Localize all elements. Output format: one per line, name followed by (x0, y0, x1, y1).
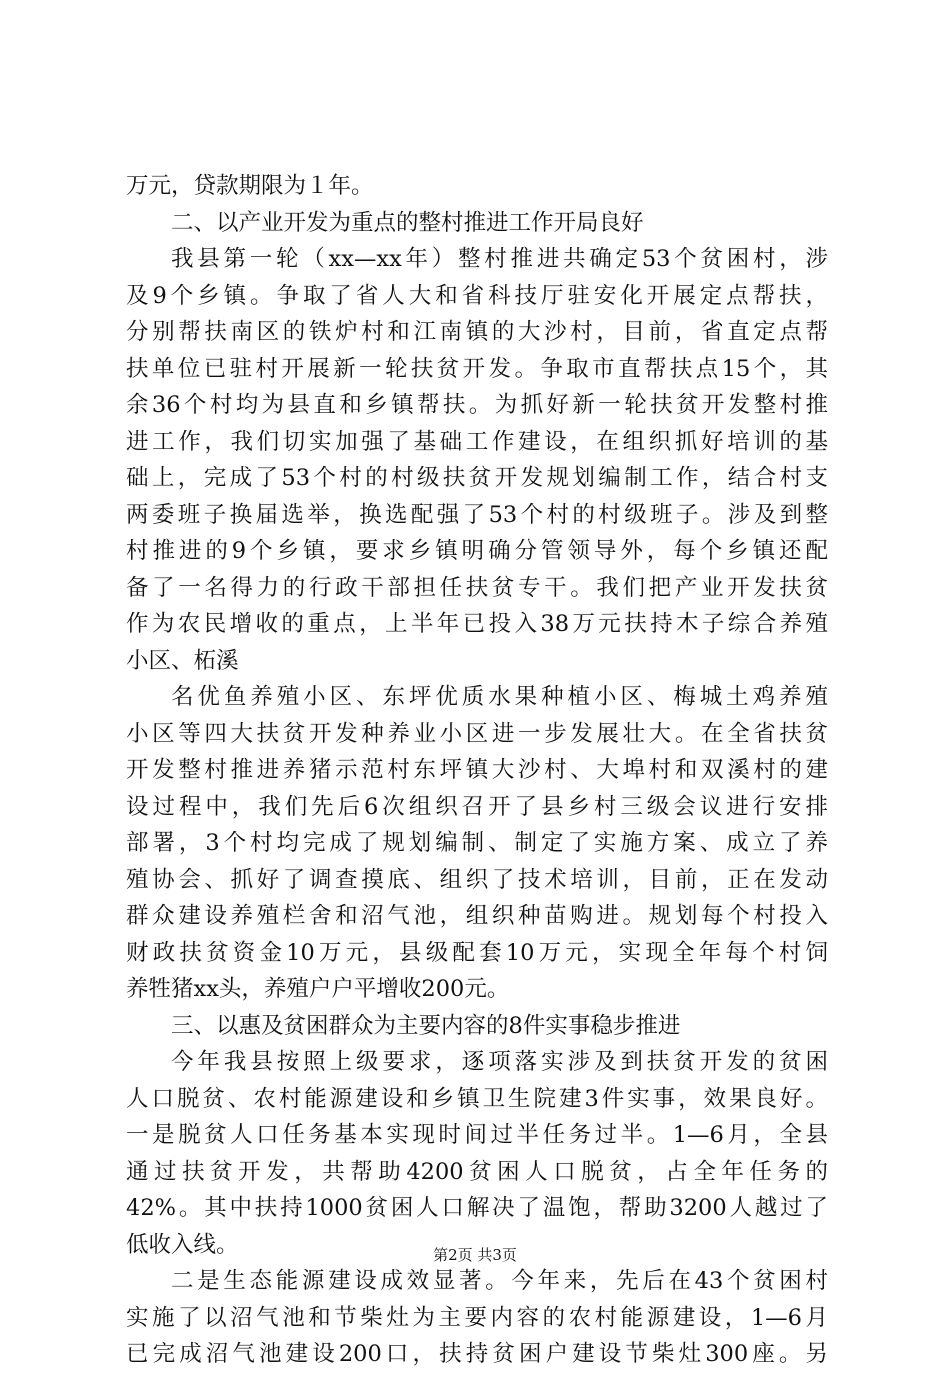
section-heading: 二、以产业开发为重点的整村推进工作开局良好 (171, 209, 644, 236)
text-line: 开发整村推进养猪示范村东坪镇大沙村、大埠村和双溪村的建 (126, 757, 828, 783)
text-line: 养牲猪xx头，养殖户户平增收200元。 (126, 976, 510, 1002)
text-line: 我县第一轮（xx—xx年）整村推进共确定53个贫困村，涉 (171, 246, 828, 272)
text-line: 今年我县按照上级要求，逐项落实涉及到扶贫开发的贫困 (171, 1049, 828, 1075)
text-line: 进工作，我们切实加强了基础工作建设，在组织抓好培训的基 (126, 428, 828, 455)
text-line: 设过程中，我们先后6次组织召开了县乡村三级会议进行安排 (126, 793, 828, 820)
text-line: 两委班子换届选举，换选配强了53个村的村级班子。涉及到整 (126, 501, 828, 528)
document-body (126, 168, 828, 1373)
text-line: 础上，完成了53个村的村级扶贫开发规划编制工作，结合村支 (126, 465, 828, 491)
text-line: 人口脱贫、农村能源建设和乡镇卫生院建3件实事，效果良好。 (126, 1085, 828, 1112)
text-line: 财政扶贫资金10万元，县级配套10万元，实现全年每个村饲 (126, 939, 828, 966)
text-line: 二是生态能源建设成效显著。今年来，先后在43个贫困村 (171, 1268, 828, 1294)
text-line: 42%。其中扶持1000贫困人口解决了温饱，帮助3200人越过了 (126, 1195, 828, 1221)
text-line: 村推进的9个乡镇，要求乡镇明确分管领导外，每个乡镇还配 (126, 538, 828, 564)
text-line: 低收入线。 (126, 1231, 239, 1258)
text-line: 分别帮扶南区的铁炉村和江南镇的大沙村，目前，省直定点帮 (126, 319, 828, 345)
text-line: 作为农民增收的重点，上半年已投入38万元扶持木子综合养殖 (126, 611, 828, 637)
page-number: 第2页 共3页 (433, 1246, 517, 1264)
text-line: 扶单位已驻村开展新一轮扶贫开发。争取市直帮扶点15个，其 (126, 355, 828, 382)
text-line: 及9个乡镇。争取了省人大和省科技厅驻安化开展定点帮扶， (126, 282, 828, 309)
text-line: 备了一名得力的行政干部担任扶贫专干。我们把产业开发扶贫 (126, 574, 828, 601)
section-heading: 三、以惠及贫困群众为主要内容的8件实事稳步推进 (171, 1012, 681, 1039)
text-line: 小区等四大扶贫开发种养业小区进一步发展壮大。在全省扶贫 (126, 720, 828, 747)
text-line: 一是脱贫人口任务基本实现时间过半任务过半。1—6月，全县 (126, 1122, 828, 1148)
text-line: 小区、柘溪 (126, 647, 239, 674)
text-line: 已完成沼气池建设200口，扶持贫困户建设节柴灶300座。另 (126, 1341, 828, 1367)
text-line: 群众建设养殖栏舍和沼气池，组织种苗购进。规划每个村投入 (126, 903, 828, 929)
text-line: 余36个村均为县直和乡镇帮扶。为抓好新一轮扶贫开发整村推 (126, 392, 828, 418)
text-line: 通过扶贫开发，共帮助4200贫困人口脱贫，占全年任务的 (126, 1158, 828, 1185)
text-line: 部署，3个村均完成了规划编制、制定了实施方案、成立了养 (126, 830, 828, 856)
text-line: 名优鱼养殖小区、东坪优质水果种植小区、梅城土鸡养殖 (171, 684, 828, 710)
text-line: 万元，贷款期限为１年。 (126, 173, 374, 199)
text-line: 实施了以沼气池和节柴灶为主要内容的农村能源建设，1—6月 (126, 1304, 828, 1331)
text-line: 殖协会、抓好了调查摸底、组织了技术培训，目前，正在发动 (126, 866, 828, 893)
